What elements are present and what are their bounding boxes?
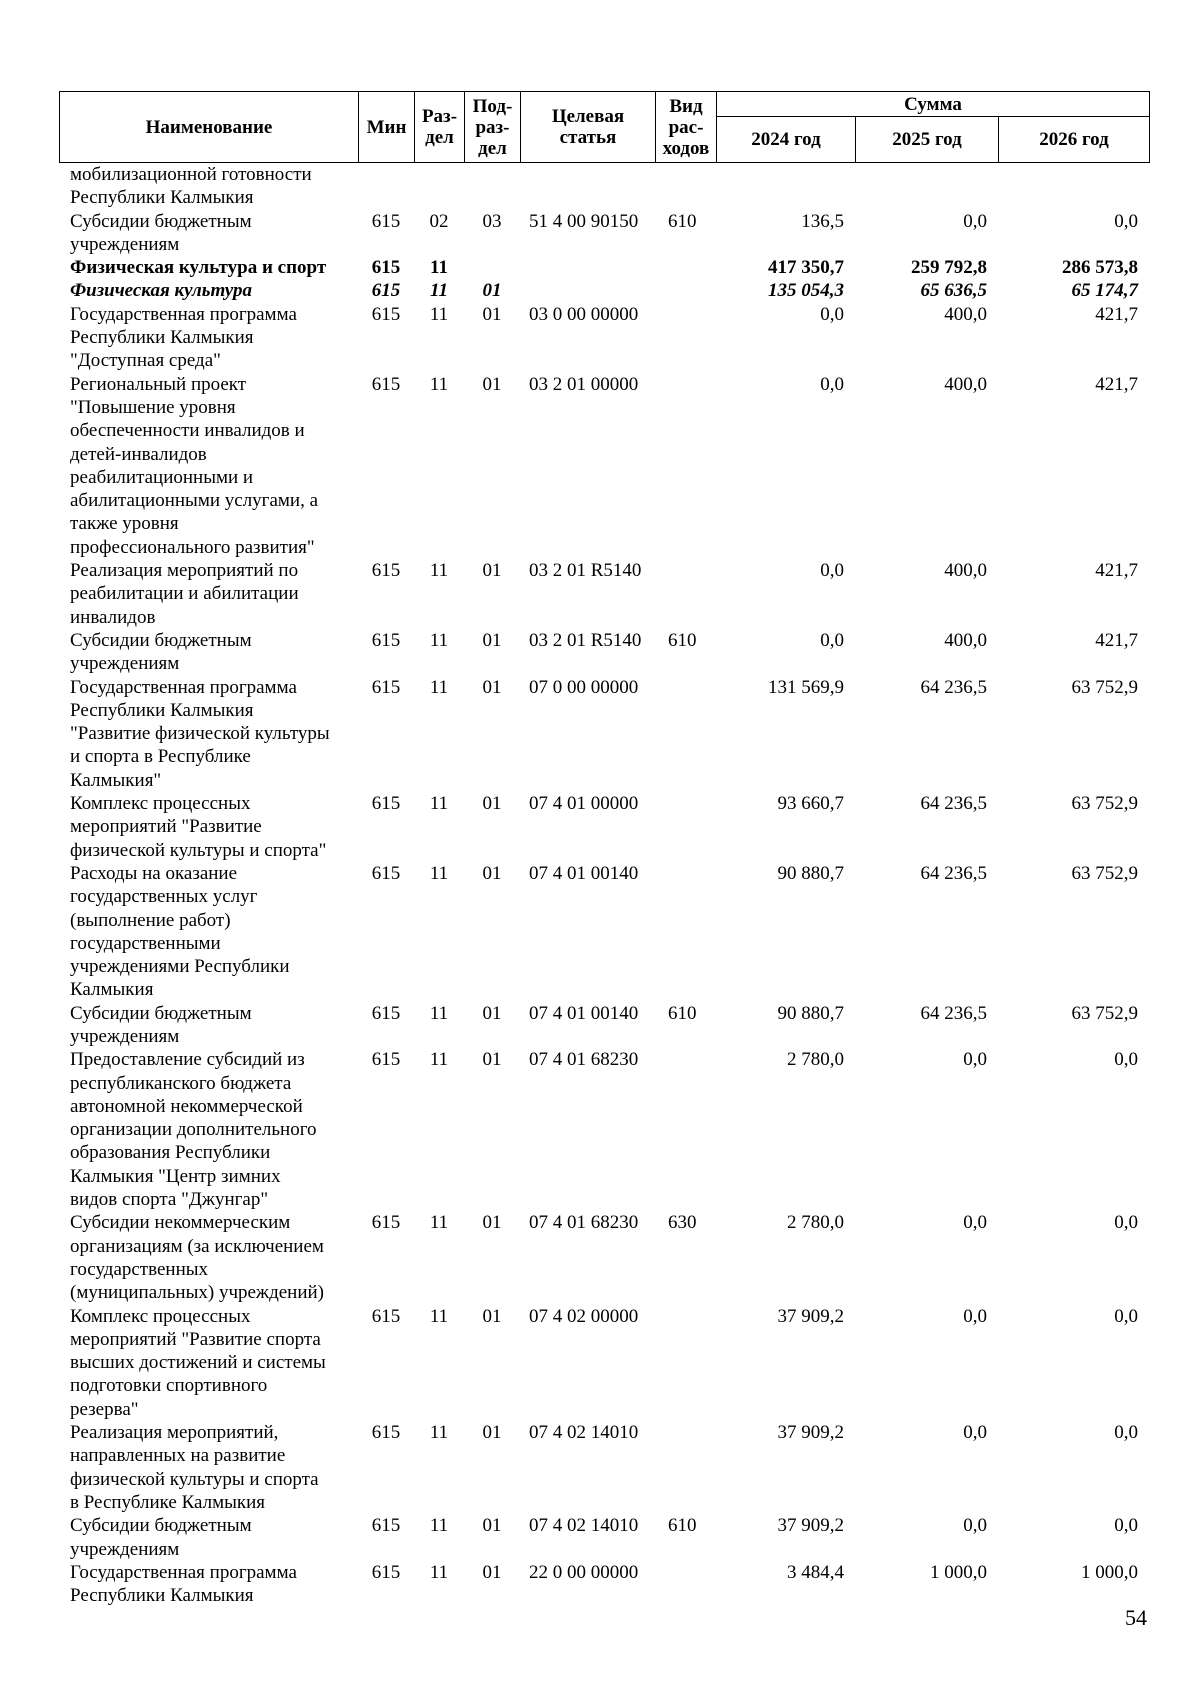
row-podrazdel: 01	[482, 560, 502, 582]
row-sum-2026: 421,7	[1095, 560, 1138, 582]
table-row	[59, 1211, 1149, 1304]
row-razdel: 02	[429, 210, 449, 232]
row-sum-2025: 1 000,0	[930, 1561, 987, 1583]
row-sum-2025: 65 636,5	[920, 280, 987, 302]
row-vid-rashodov	[655, 559, 716, 629]
row-name: Реализация мероприятий, направленных на развитие физической культуры и спорта в Республике Калмыкия	[70, 1422, 319, 1513]
row-podrazdel: 01	[482, 1212, 502, 1234]
row-sum-2025: 64 236,5	[920, 862, 987, 884]
header-razdel: Раз- дел	[415, 92, 465, 163]
row-podrazdel: 01	[482, 676, 502, 698]
row-sum-2026: 0,0	[1114, 210, 1138, 232]
row-sum-2025: 64 236,5	[920, 793, 987, 815]
table-header	[59, 91, 1150, 163]
page-number: 54	[1125, 1605, 1147, 1630]
row-podrazdel: 01	[482, 1305, 502, 1327]
row-vid-rashodov	[655, 1305, 716, 1421]
row-razdel: 11	[429, 373, 449, 395]
row-celevaya-statya: 07 4 01 00140	[529, 862, 639, 884]
row-name: Государственная программа Республики Калмыкия "Доступная среда"	[70, 303, 297, 372]
row-sum-2026	[998, 163, 1149, 210]
row-celevaya-statya: 03 2 01 R5140	[529, 629, 642, 651]
row-sum-2026: 0,0	[1114, 1422, 1138, 1444]
row-podrazdel: 01	[482, 1002, 502, 1024]
row-sum-2024: 93 660,7	[777, 793, 844, 815]
header-year-2026: 2026 год	[999, 117, 1150, 163]
table-row	[59, 1305, 1149, 1421]
row-razdel: 11	[429, 560, 449, 582]
row-min: 615	[371, 1515, 401, 1537]
row-min: 615	[371, 793, 401, 815]
row-sum-2025: 64 236,5	[920, 1002, 987, 1024]
row-sum-2026: 0,0	[1114, 1515, 1138, 1537]
row-min: 615	[371, 862, 401, 884]
row-vid-rashodov	[655, 163, 716, 210]
row-sum-2026: 63 752,9	[1071, 1002, 1138, 1024]
table-row	[59, 629, 1149, 676]
row-razdel: 11	[429, 303, 449, 325]
row-vid-rashodov: 610	[668, 1515, 697, 1537]
row-sum-2025: 0,0	[963, 1049, 987, 1071]
row-name: Реализация мероприятий по реабилитации и абилитации инвалидов	[70, 560, 299, 628]
row-name: Субсидии бюджетным учреждениям	[70, 1002, 252, 1047]
table-row	[59, 862, 1149, 1002]
row-sum-2026: 421,7	[1095, 373, 1138, 395]
row-celevaya-statya: 22 0 00 00000	[529, 1561, 639, 1583]
row-podrazdel: 01	[482, 373, 502, 395]
row-celevaya-statya: 07 4 01 00140	[529, 1002, 639, 1024]
row-sum-2024: 2 780,0	[787, 1212, 844, 1234]
header-min: Мин	[359, 92, 415, 163]
row-vid-rashodov: 610	[668, 629, 697, 651]
row-vid-rashodov	[655, 862, 716, 1002]
row-vid-rashodov	[655, 1421, 716, 1514]
header-vid: Вид рас- ходов	[656, 92, 717, 163]
row-name: Субсидии некоммерческим организациям (за исключением государственных (муниципальных) учреждений)	[70, 1212, 324, 1304]
table-row	[59, 1421, 1149, 1514]
row-razdel: 11	[430, 257, 448, 279]
table-row	[59, 559, 1149, 629]
row-celevaya-statya: 03 0 00 00000	[529, 303, 639, 325]
row-podrazdel: 01	[482, 303, 502, 325]
row-sum-2025: 400,0	[944, 560, 987, 582]
row-sum-2024: 37 909,2	[777, 1515, 844, 1537]
row-sum-2025: 400,0	[944, 373, 987, 395]
row-celevaya-statya: 07 4 02 00000	[529, 1305, 639, 1327]
row-min: 615	[371, 1305, 401, 1327]
row-sum-2025: 0,0	[963, 210, 987, 232]
row-sum-2024: 90 880,7	[777, 1002, 844, 1024]
row-podrazdel: 01	[482, 280, 502, 302]
table-row	[59, 1514, 1149, 1561]
row-min: 615	[371, 1561, 401, 1583]
table-row	[59, 1002, 1149, 1049]
row-razdel: 11	[429, 1049, 449, 1071]
row-celevaya-statya: 07 4 01 68230	[529, 1049, 639, 1071]
row-min: 615	[371, 1212, 401, 1234]
row-sum-2025: 400,0	[944, 303, 987, 325]
row-sum-2025: 0,0	[963, 1515, 987, 1537]
row-celevaya-statya: 07 0 00 00000	[529, 676, 639, 698]
row-celevaya-statya	[520, 256, 655, 279]
table-row	[59, 373, 1149, 559]
table-row	[59, 163, 1149, 210]
row-sum-2026: 0,0	[1114, 1212, 1138, 1234]
row-sum-2024: 37 909,2	[777, 1305, 844, 1327]
row-name: Предоставление субсидий из республиканского бюджета автономной некоммерческой организации дополнительного образования Республики Калмыкия "Центр зимних видов спорта "Джунгар"	[70, 1049, 317, 1211]
row-podrazdel	[464, 256, 520, 279]
row-celevaya-statya: 07 4 02 14010	[529, 1422, 639, 1444]
row-celevaya-statya: 07 4 01 68230	[529, 1212, 639, 1234]
row-min: 615	[371, 676, 401, 698]
row-vid-rashodov	[655, 303, 716, 373]
row-celevaya-statya: 03 2 01 00000	[529, 373, 639, 395]
header-podrazdel: Под- раз- дел	[465, 92, 521, 163]
row-podrazdel: 03	[482, 210, 502, 232]
row-sum-2025: 0,0	[963, 1212, 987, 1234]
table-row	[59, 210, 1149, 257]
header-year-2024: 2024 год	[717, 117, 856, 163]
row-podrazdel: 01	[482, 862, 502, 884]
row-min: 615	[371, 210, 401, 232]
row-sum-2026: 65 174,7	[1071, 280, 1138, 302]
row-celevaya-statya: 03 2 01 R5140	[529, 560, 642, 582]
row-sum-2024: 417 350,7	[768, 257, 844, 279]
row-sum-2024: 90 880,7	[777, 862, 844, 884]
row-sum-2026: 286 573,8	[1062, 257, 1138, 279]
row-sum-2024: 0,0	[820, 560, 844, 582]
row-min: 615	[371, 1049, 401, 1071]
row-razdel: 11	[429, 629, 449, 651]
row-razdel: 11	[429, 676, 449, 698]
table-row	[59, 256, 1149, 279]
row-min: 615	[371, 629, 401, 651]
row-sum-2026: 421,7	[1095, 629, 1138, 651]
row-min: 615	[371, 1002, 401, 1024]
row-name: Региональный проект "Повышение уровня обеспеченности инвалидов и детей-инвалидов реабилитационными и абилитационными услугами, а также уровня профессионального развития"	[70, 373, 319, 558]
row-podrazdel: 01	[482, 629, 502, 651]
row-vid-rashodov	[655, 279, 716, 302]
row-celevaya-statya	[520, 279, 655, 302]
header-name: Наименование	[60, 92, 359, 163]
header-celevaya: Целевая статья	[521, 92, 656, 163]
row-vid-rashodov	[655, 1561, 716, 1608]
row-sum-2026: 421,7	[1095, 303, 1138, 325]
table-row	[59, 1561, 1149, 1608]
row-sum-2024	[716, 163, 855, 210]
row-podrazdel: 01	[482, 793, 502, 815]
row-min	[358, 163, 414, 210]
table-row	[59, 303, 1149, 373]
row-sum-2026: 63 752,9	[1071, 676, 1138, 698]
row-min: 615	[371, 257, 401, 279]
row-razdel: 11	[429, 862, 449, 884]
row-vid-rashodov	[655, 1048, 716, 1211]
row-sum-2025: 64 236,5	[920, 676, 987, 698]
table-row	[59, 1048, 1149, 1211]
row-min: 615	[371, 303, 401, 325]
row-podrazdel: 01	[482, 1049, 502, 1071]
row-name: Физическая культура	[70, 280, 252, 302]
row-sum-2026: 1 000,0	[1081, 1561, 1138, 1583]
row-name: Комплекс процессных мероприятий "Развитие физической культуры и спорта"	[70, 793, 327, 861]
row-name: Государственная программа Республики Калмыкия "Развитие физической культуры и спорта в Республике Калмыкия"	[70, 676, 330, 791]
row-min: 615	[371, 560, 401, 582]
row-sum-2024: 0,0	[820, 303, 844, 325]
row-celevaya-statya: 07 4 02 14010	[529, 1515, 639, 1537]
row-celevaya-statya	[520, 163, 655, 210]
row-sum-2025: 0,0	[963, 1305, 987, 1327]
row-podrazdel: 01	[482, 1422, 502, 1444]
table-row	[59, 279, 1149, 302]
row-razdel: 11	[429, 1422, 449, 1444]
row-vid-rashodov: 630	[668, 1212, 697, 1234]
row-name: Физическая культура и спорт	[70, 257, 327, 279]
header-year-2025: 2025 год	[856, 117, 999, 163]
row-razdel: 11	[430, 280, 448, 302]
row-vid-rashodov: 610	[668, 1002, 697, 1024]
row-vid-rashodov	[655, 373, 716, 559]
row-name: Субсидии бюджетным учреждениям	[70, 629, 252, 675]
row-vid-rashodov	[655, 256, 716, 279]
row-sum-2024: 0,0	[820, 629, 844, 651]
row-sum-2025	[855, 163, 998, 210]
row-celevaya-statya: 51 4 00 90150	[529, 210, 639, 232]
row-sum-2024: 2 780,0	[787, 1049, 844, 1071]
row-vid-rashodov: 610	[668, 210, 697, 232]
row-vid-rashodov	[655, 676, 716, 792]
row-podrazdel: 01	[482, 1561, 502, 1583]
budget-table	[59, 163, 1149, 1607]
row-name: Субсидии бюджетным учреждениям	[70, 1515, 252, 1560]
row-min: 615	[371, 373, 401, 395]
row-name: Субсидии бюджетным учреждениям	[70, 210, 252, 255]
row-sum-2025: 400,0	[944, 629, 987, 651]
row-sum-2024: 136,5	[801, 210, 844, 232]
row-sum-2026: 0,0	[1114, 1049, 1138, 1071]
row-vid-rashodov	[655, 792, 716, 862]
row-celevaya-statya: 07 4 01 00000	[529, 793, 639, 815]
row-razdel: 11	[429, 1212, 449, 1234]
row-razdel: 11	[429, 1002, 449, 1024]
row-min: 615	[371, 1422, 401, 1444]
row-sum-2024: 131 569,9	[768, 676, 844, 698]
row-sum-2026: 0,0	[1114, 1305, 1138, 1327]
row-sum-2024: 37 909,2	[777, 1422, 844, 1444]
table-row	[59, 792, 1149, 862]
table-row	[59, 676, 1149, 792]
row-podrazdel	[464, 163, 520, 210]
row-razdel	[414, 163, 464, 210]
row-name: мобилизационной готовности Республики Калмыкия	[70, 164, 312, 209]
row-sum-2025: 0,0	[963, 1422, 987, 1444]
row-razdel: 11	[429, 1305, 449, 1327]
row-name: Расходы на оказание государственных услуг (выполнение работ) государственными учреждениями Республики Калмыкия	[70, 862, 290, 1001]
row-name: Государственная программа Республики Калмыкия	[70, 1561, 297, 1607]
row-sum-2025: 259 792,8	[911, 257, 987, 279]
row-razdel: 11	[429, 793, 449, 815]
row-sum-2024: 0,0	[820, 373, 844, 395]
row-sum-2026: 63 752,9	[1071, 793, 1138, 815]
row-min: 615	[371, 280, 401, 302]
row-sum-2024: 135 054,3	[768, 280, 844, 302]
row-sum-2024: 3 484,4	[787, 1561, 844, 1583]
row-sum-2026: 63 752,9	[1071, 862, 1138, 884]
row-razdel: 11	[429, 1561, 449, 1583]
header-summa: Сумма	[717, 92, 1150, 117]
row-razdel: 11	[429, 1515, 449, 1537]
row-podrazdel: 01	[482, 1515, 502, 1537]
row-name: Комплекс процессных мероприятий "Развитие спорта высших достижений и системы подготовки спортивного резерва"	[70, 1305, 326, 1420]
